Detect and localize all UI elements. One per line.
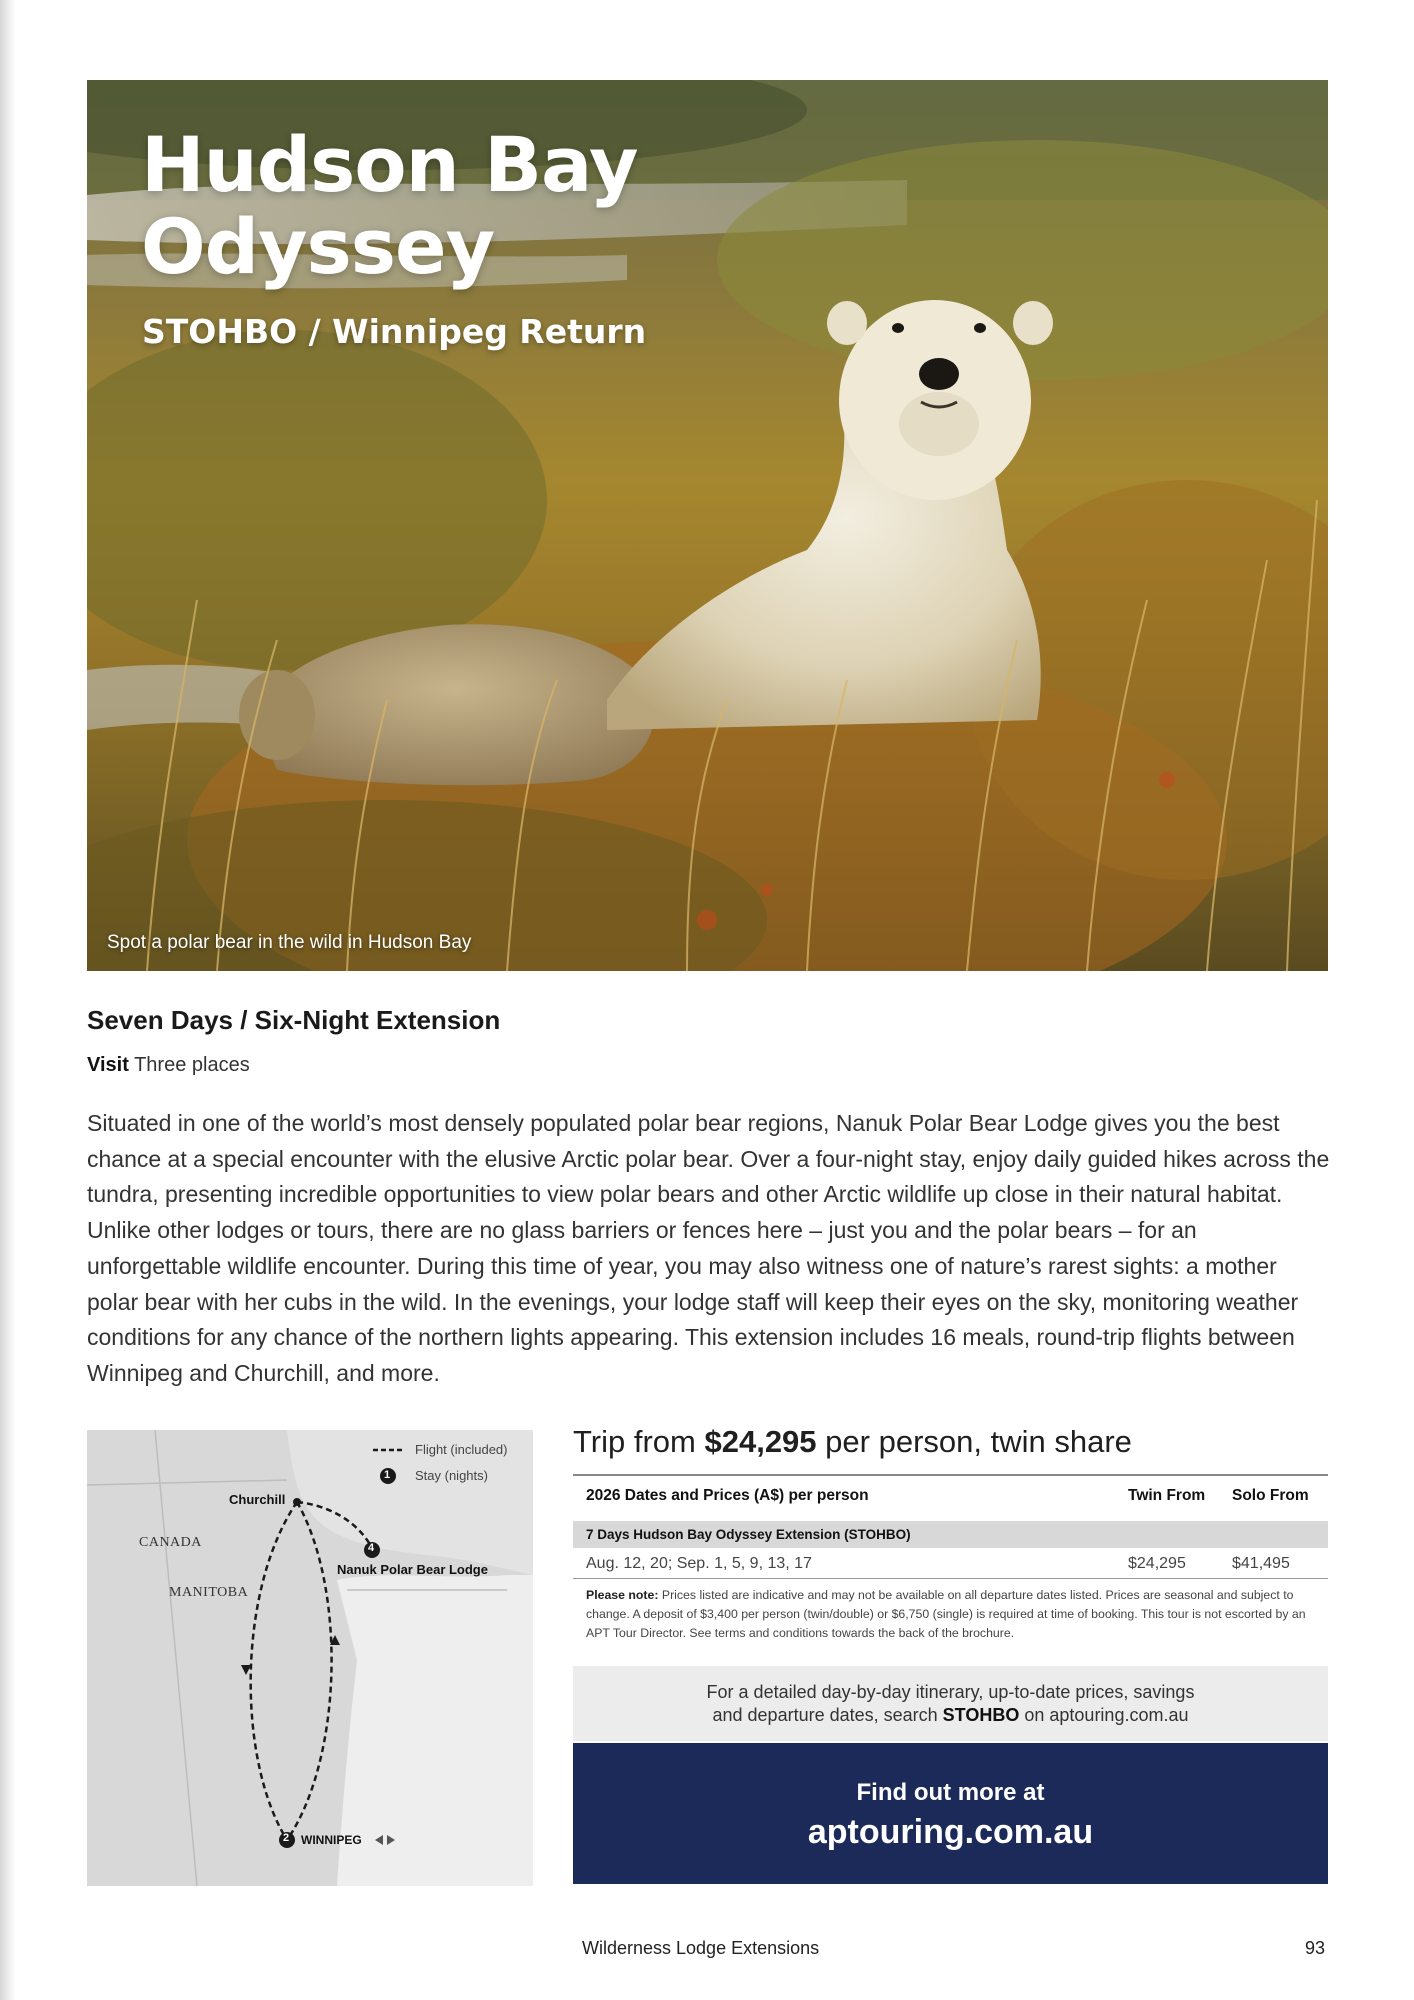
trip-price-heading	[573, 1424, 1132, 1460]
note-text: Prices listed are indicative and may not be available on all departure dates listed. Prices are seasonal and subject to change. A deposit of $3,400 per person (twin/double) or $6,750 (single) is required at time of booking. This tour is not escorted by an APT Tour Director. See terms and conditions towards the back of the brochure.	[586, 1588, 1306, 1640]
search-line1: For a detailed day-by-day itinerary, up-to-date prices, savings	[706, 1682, 1195, 1702]
trip-suffix: per person, twin share	[825, 1424, 1132, 1459]
page-number: 93	[1305, 1938, 1326, 1958]
cta-website-link[interactable]: aptouring.com.au	[807, 1813, 1094, 1851]
map-graphic	[87, 1430, 533, 1886]
legend-stay-number: 1	[384, 1469, 391, 1481]
hero-image	[87, 80, 1328, 971]
place-winnipeg: WINNIPEG	[301, 1833, 362, 1847]
hero-caption: Spot a polar bear in the wild in Hudson Bay	[107, 932, 472, 953]
visit-line	[87, 1054, 250, 1077]
search-suffix: on aptouring.com.au	[1024, 1705, 1189, 1725]
table-header-twin: Twin From	[1128, 1487, 1206, 1504]
find-out-more-banner[interactable]	[573, 1743, 1328, 1884]
hero-subtitle: STOHBO / Winnipeg Return	[142, 312, 647, 351]
legend-stay: Stay (nights)	[415, 1468, 488, 1483]
note-label: Please note:	[586, 1588, 659, 1602]
hero-title-line2: Odyssey	[141, 202, 495, 291]
table-header-solo: Solo From	[1232, 1487, 1309, 1504]
trip-description: Situated in one of the world’s most densely populated polar bear regions, Nanuk Polar Bear Lodge gives you the best chance at a special encounter with the elusive Arctic polar bear. Over a four-night stay, enjoy daily guided hikes across the tundra, presenting incredible opportunities to view polar bears and other Arctic wildlife up close in their natural habitat. Unlike other lodges or tours, there are no glass barriers or fences here – just you and the polar bears – for an unforgettable wildlife encounter. During this time of year, you may also witness one of nature’s rarest sights: a mother polar bear with her cubs in the wild. In the evenings, your lodge staff will keep their eyes on the sky, monitoring weather conditions for any chance of the northern lights appearing. This extension includes 16 meals, round-trip flights between Winnipeg and Churchill, and more.	[87, 1110, 1330, 1386]
table-row-rule	[573, 1578, 1328, 1579]
place-winnipeg-nights: 2	[283, 1832, 290, 1844]
place-nanuk-lodge: Nanuk Polar Bear Lodge	[337, 1562, 488, 1577]
cta-line1: Find out more at	[856, 1779, 1045, 1806]
visit-label: Visit	[87, 1054, 129, 1076]
search-code: STOHBO	[942, 1705, 1020, 1725]
departure-dates: Aug. 12, 20; Sep. 1, 5, 9, 13, 17	[586, 1555, 812, 1572]
legend-flight: Flight (included)	[415, 1442, 508, 1457]
route-map	[87, 1430, 533, 1886]
table-top-rule	[573, 1474, 1328, 1476]
place-lodge-nights: 4	[368, 1542, 375, 1554]
section-title: Seven Days / Six-Night Extension	[87, 1005, 501, 1035]
place-churchill: Churchill	[229, 1492, 286, 1507]
hero-title-line1: Hudson Bay	[141, 120, 638, 209]
trip-prefix: Trip from	[573, 1424, 696, 1459]
hero-title	[141, 120, 841, 291]
trip-price: $24,295	[704, 1424, 817, 1459]
solo-price: $41,495	[1232, 1555, 1290, 1572]
region-canada: CANADA	[139, 1535, 202, 1550]
tour-band	[573, 1521, 1328, 1548]
footer-section-name: Wilderness Lodge Extensions	[582, 1938, 820, 1958]
visit-value: Three places	[134, 1054, 250, 1076]
search-info-box	[573, 1666, 1328, 1741]
table-header-dates: 2026 Dates and Prices (A$) per person	[586, 1487, 869, 1504]
region-manitoba: MANITOBA	[169, 1585, 249, 1600]
tour-name: 7 Days Hudson Bay Odyssey Extension (STOHBO)	[586, 1527, 911, 1542]
page-edge-shadow	[0, 0, 16, 2000]
search-text	[573, 1681, 1328, 1727]
price-note	[586, 1586, 1306, 1643]
search-prefix: and departure dates, search	[712, 1705, 938, 1725]
twin-price: $24,295	[1128, 1555, 1186, 1572]
